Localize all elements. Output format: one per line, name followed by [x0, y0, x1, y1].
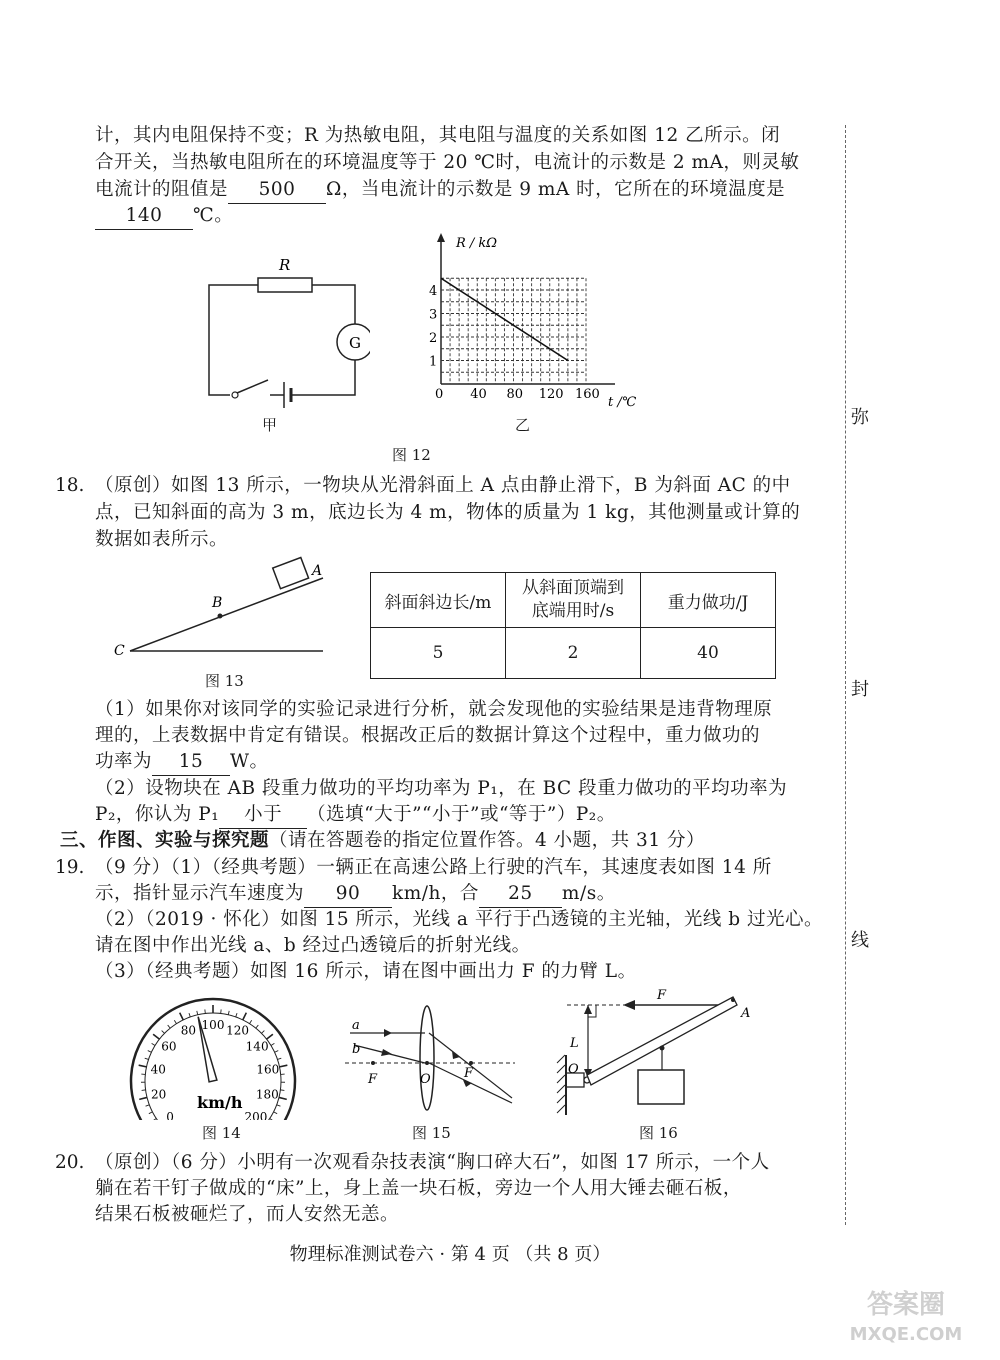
q18-part2-line2: P₂，你认为 P₁ 小于 （选填“大于”“小于”或“等于”）P₂。 [95, 802, 616, 829]
table-cell: 2 [506, 628, 641, 679]
figure-15-lens [340, 1005, 520, 1115]
q17-answer-1: 500 [228, 177, 326, 204]
speedometer-tick [279, 1097, 287, 1099]
q19-line4: 请在图中作出光线 a、b 经过凸透镜后的折射光线。 [95, 935, 531, 956]
speedometer-tick [149, 1112, 153, 1114]
speedometer-label: 140 [245, 1039, 269, 1054]
speedometer-tick [148, 1051, 152, 1053]
table-cell: 40 [641, 628, 776, 679]
speedometer-tick [256, 1025, 259, 1028]
margin-char-feng: 封 [851, 679, 869, 700]
table-cell: 5 [371, 628, 506, 679]
switch-blade [237, 380, 268, 393]
figure-12-yi-label: 乙 [515, 416, 531, 434]
q19-line5: （3）（经典考题）如图 16 所示，请在图中画出力 F 的力臂 L。 [95, 961, 637, 982]
speedometer-tick [168, 1025, 171, 1028]
binding-margin-line [845, 125, 846, 1225]
q17-line4: 140 ℃。 [95, 203, 233, 230]
x-axis-label: t /℃ [608, 395, 637, 410]
focus-left [371, 1061, 375, 1065]
speedometer-tick [152, 1043, 155, 1045]
label-R: R [279, 256, 291, 274]
label-F-left: F [368, 1072, 378, 1087]
speedometer-label: 20 [151, 1087, 167, 1102]
speedometer-tick [139, 1097, 147, 1099]
speedometer-tick [274, 1112, 278, 1114]
convex-lens [420, 1006, 434, 1110]
resistor-R [258, 278, 312, 292]
origin-label: 0 [435, 387, 444, 402]
speedometer-tick [189, 1013, 190, 1017]
speedometer-label: 160 [256, 1062, 280, 1077]
speedometer-tick [146, 1105, 150, 1106]
figure-13-incline [108, 555, 338, 665]
speedometer-tick [142, 1090, 146, 1091]
q19-answer-1: 90 [304, 881, 392, 908]
label-F-right: F [464, 1066, 474, 1081]
q18-part2-line1: （2）设物块在 AB 段重力做功的平均功率为 P₁，在 BC 段重力做功的平均功率为 [95, 778, 788, 799]
speedometer-tick [153, 1034, 159, 1039]
speedometer-label: 120 [226, 1023, 250, 1038]
y-tick-label: 1 [429, 354, 438, 370]
label-C: C [114, 643, 125, 659]
weight [638, 1070, 684, 1104]
speedometer-tick [162, 1031, 165, 1034]
x-tick-label: 120 [538, 387, 564, 402]
speedometer-tick [270, 1119, 273, 1120]
speedometer-tick [243, 1013, 247, 1020]
q20-line3: 结果石板被砸烂了，而人安然无恙。 [95, 1204, 400, 1225]
speedometer-label: 80 [180, 1023, 197, 1038]
q18-line1: （原创）如图 13 所示，一物块从光滑斜面上 A 点由静止滑下，B 为斜面 AC 的中 [95, 475, 791, 496]
speedometer-tick [180, 1013, 184, 1020]
figure-12-chart [420, 230, 650, 415]
speedometer-tick [174, 1020, 176, 1023]
q18-part1-line1: （1）如果你对该同学的实验记录进行分析，就会发现他的实验结果是违背物理原 [95, 699, 773, 720]
speedometer-label: 40 [150, 1062, 166, 1077]
q19-line3: （2）（2019 · 怀化）如图 15 所示，光线 a 平行于凸透镜的主光轴，光线 b 过光心。 [95, 909, 823, 930]
figure-14-speedometer [125, 985, 325, 1120]
speedometer-tick [139, 1065, 147, 1067]
speedometer-tick [145, 1058, 149, 1059]
q20-number: 20. [55, 1152, 85, 1173]
speedometer-tick [277, 1058, 281, 1059]
q18-answer-1: 15 [152, 749, 230, 776]
y-axis-label: R / kΩ [456, 236, 498, 251]
section-3-heading: 三、作图、实验与探究题（请在答题卷的指定位置作答。4 小题，共 31 分） [60, 830, 705, 851]
block [273, 557, 309, 588]
figure-16-lever [545, 985, 775, 1120]
table-header-cell: 斜面斜边长/m [371, 573, 506, 628]
table-header-row [371, 573, 776, 628]
incline-surface [130, 578, 323, 651]
label-O: O [568, 1062, 579, 1077]
y-tick-label: 4 [429, 284, 438, 299]
q20-line1: （原创）（6 分）小明有一次观看杂技表演“胸口碎大石”，如图 17 所示，一个人 [95, 1152, 770, 1173]
figure-16-caption: 图 16 [639, 1124, 678, 1142]
table-header-cell: 重力做功/J [641, 573, 776, 628]
q20-line2: 躺在若干钉子做成的“床”上，身上盖一块石板，旁边一个人用大锤去砸石板， [95, 1178, 742, 1199]
speedometer-tick [275, 1051, 279, 1053]
figure-12-caption: 图 12 [392, 446, 431, 464]
focus-right [469, 1061, 473, 1065]
label-A: A [312, 563, 323, 579]
speedometer-label: 0 [166, 1109, 174, 1120]
speedometer-tick [250, 1020, 252, 1023]
q17-answer-2: 140 [95, 203, 193, 230]
table-header-cell: 从斜面顶端到 底端用时/s [506, 573, 641, 628]
optical-center [425, 1061, 429, 1065]
speedometer-tick [262, 1031, 265, 1034]
speedometer-tick [271, 1043, 274, 1045]
x-tick-label: 80 [506, 387, 524, 402]
q18-answer-2: 小于 [219, 802, 307, 829]
speedometer-tick [228, 1011, 229, 1015]
figure-14-caption: 图 14 [202, 1124, 241, 1142]
speedometer-tick [277, 1105, 281, 1106]
margin-char-mi: 弥 [851, 407, 869, 428]
table-row [371, 628, 776, 679]
speedometer-tick [267, 1034, 273, 1039]
figure-12-jia-label: 甲 [262, 416, 278, 434]
label-L: L [570, 1036, 579, 1051]
q19-number: 19. [55, 857, 85, 878]
margin-char-xian: 线 [851, 930, 869, 951]
speedometer-tick [280, 1090, 284, 1091]
y-tick-label: 3 [429, 307, 438, 323]
speedometer-label: 180 [255, 1087, 279, 1102]
speedometer-label: 100 [201, 1018, 225, 1032]
label-B: B [212, 595, 223, 611]
q18-number: 18. [55, 475, 85, 496]
x-tick-label: 160 [575, 387, 600, 402]
q18-data-table [370, 572, 776, 679]
q19-line1: （9 分）（1）（经典考题）一辆正在高速公路上行驶的汽车，其速度表如图 14 所 [95, 857, 772, 878]
speedometer-tick [236, 1013, 237, 1017]
q18-line2: 点，已知斜面的高为 3 m，底边长为 4 m，物体的质量为 1 kg，其他测量或计算的 [95, 502, 801, 523]
speedometer-label: 60 [161, 1039, 177, 1054]
x-tick-label: 40 [470, 387, 487, 402]
q18-part1-line3: 功率为 15 W。 [95, 749, 269, 776]
figure-15-caption: 图 15 [412, 1124, 451, 1142]
q18-part1-line2: 理的，上表数据中肯定有错误。根据改正后的数据计算这个过程中，重力做功的 [95, 725, 761, 746]
figure-13-caption: 图 13 [205, 672, 244, 690]
q19-line2: 示，指针显示汽车速度为 90 km/h，合 25 m/s。 [95, 881, 616, 908]
label-G: G [349, 334, 361, 352]
watermark-logo: 答案圈 MXQE.COM [849, 1290, 963, 1345]
label-A: A [741, 1006, 751, 1021]
q18-line3: 数据如表所示。 [95, 529, 229, 550]
speedometer-unit: km/h [197, 1093, 243, 1112]
page-footer: 物理标准测试卷六 · 第 4 页 （共 8 页） [289, 1244, 611, 1265]
label-b: b [352, 1042, 361, 1057]
point-B [218, 614, 223, 619]
q17-line2: 合开关，当热敏电阻所在的环境温度等于 20 ℃时，电流计的示数是 2 mA，则灵敏 [95, 152, 800, 173]
q17-line3: 电流计的阻值是 500 Ω，当电流计的示数是 9 mA 时，它所在的环境温度是 [95, 177, 785, 204]
q17-line1: 计，其内电阻保持不变；R 为热敏电阻，其电阻与温度的关系如图 12 乙所示。闭 [95, 125, 781, 146]
speedometer-label: 200 [244, 1109, 268, 1120]
y-tick-label: 2 [429, 331, 438, 346]
y-axis-arrow [437, 233, 445, 242]
label-F: F [657, 988, 667, 1003]
label-a: a [352, 1018, 360, 1033]
label-O: O [420, 1072, 431, 1087]
q19-answer-2: 25 [479, 881, 562, 908]
speedometer-tick [280, 1065, 288, 1067]
speedometer-tick [197, 1011, 198, 1015]
figure-12-circuit [200, 252, 370, 432]
speedometer-tick [153, 1119, 156, 1120]
